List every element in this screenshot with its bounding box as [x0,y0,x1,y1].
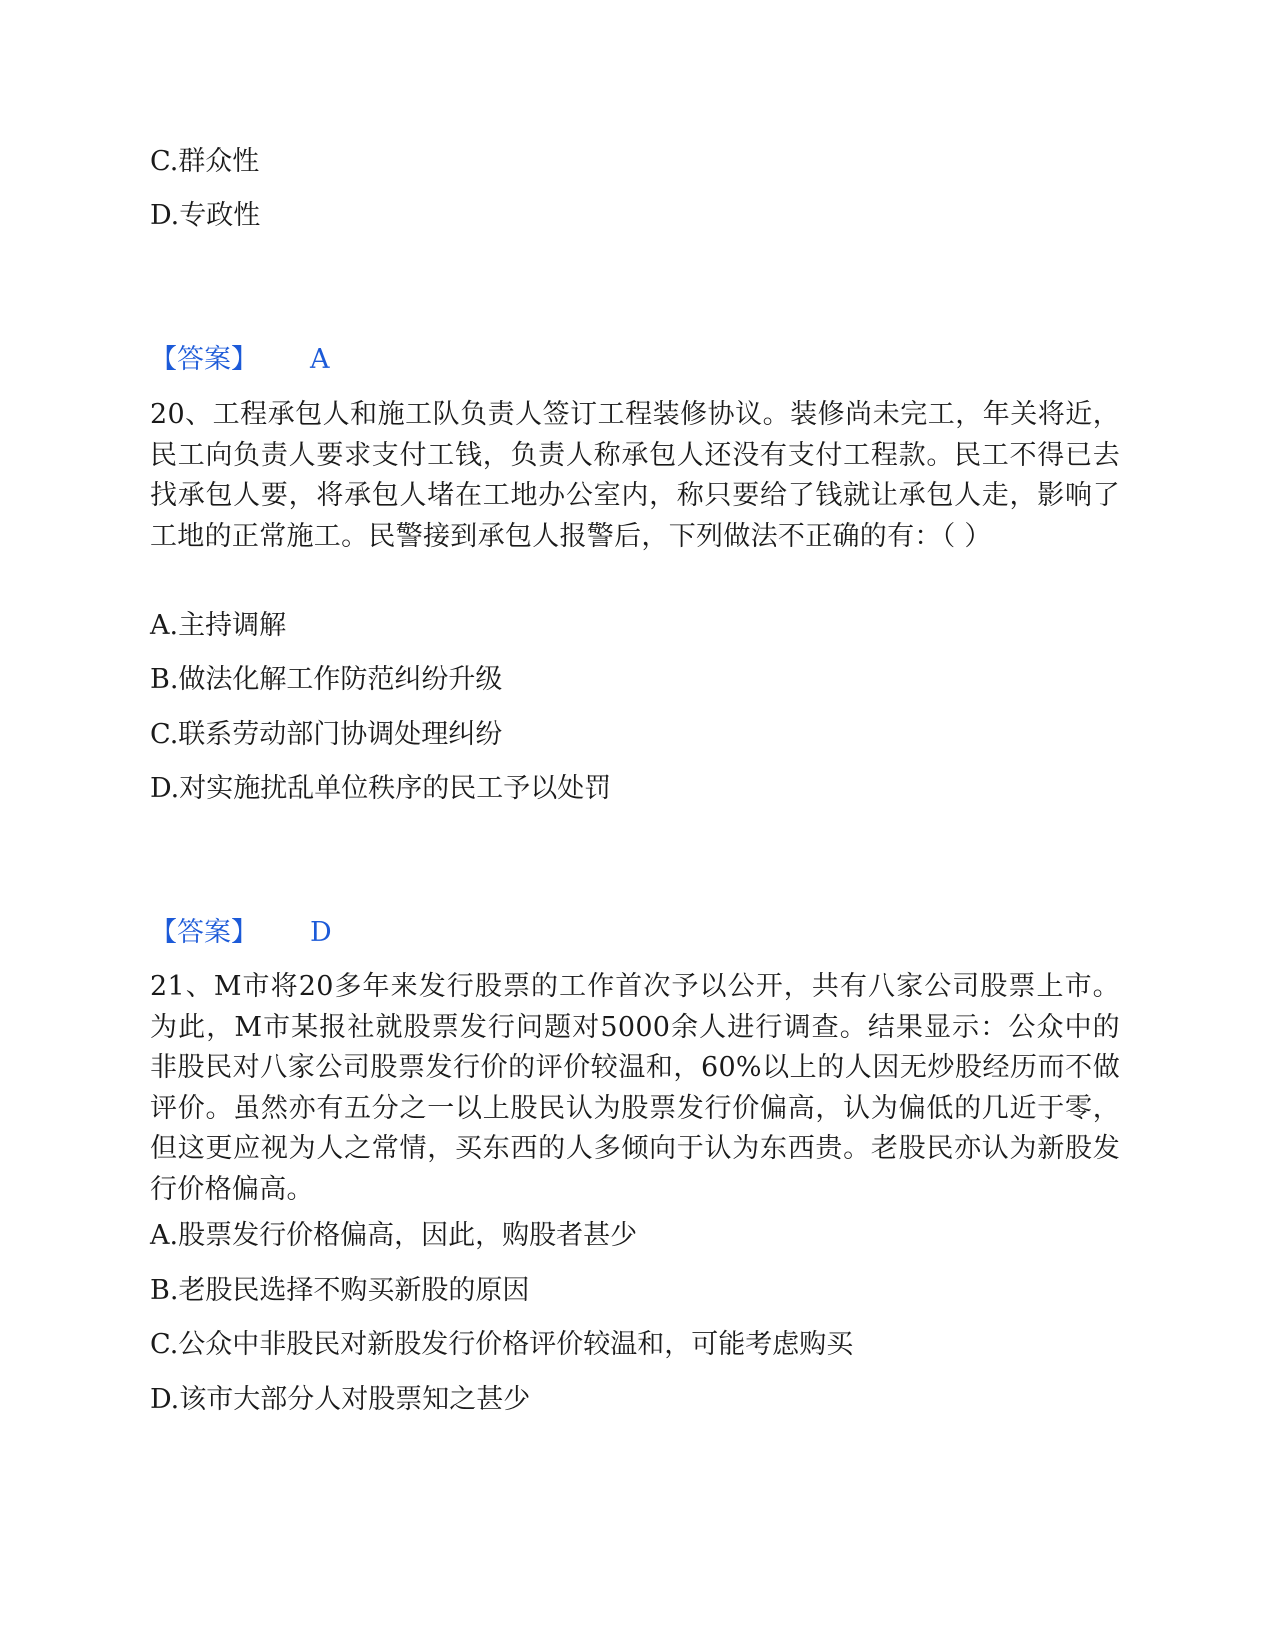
q21-question: 21、M市将20多年来发行股票的工作首次予以公开，共有八家公司股票上市。为此，M市某报社就股票发行问题对5000余人进行调查。结果显示：公众中的非股民对八家公司股票发行价的评价较温和，60%以上的人因无炒股经历而不做评价。虽然亦有五分之一以上股民认为股票发行价偏高，认为偏低的几近于零，但这更应视为人之常情，买东西的人多倾向于认为东西贵。老股民亦认为新股发行价格偏高。 [150,971,1120,1205]
q21-option-c: C.公众中非股民对新股发行价格评价较温和，可能考虑购买 [150,1329,854,1360]
q19-option-d: D.专政性 [150,200,261,231]
answer-value: D [310,917,332,948]
q20-question: 20、工程承包人和施工队负责人签订工程装修协议。装修尚未完工，年关将近，民工向负责人要求支付工钱，负责人称承包人还没有支付工程款。民工不得已去找承包人要，将承包人堵在工地办公室内，称只要给了钱就让承包人走，影响了工地的正常施工。民警接到承包人报警后，下列做法不正确的有：（ ） [150,399,1120,552]
q20-option-d: D.对实施扰乱单位秩序的民工予以处罚 [150,773,612,804]
q21-option-a: A.股票发行价格偏高，因此，购股者甚少 [150,1220,638,1251]
q19-option-c: C.群众性 [150,146,260,177]
q20-option-a: A.主持调解 [150,610,287,641]
answer-label: 【答案】 [150,344,258,375]
q20-option-c: C.联系劳动部门协调处理纠纷 [150,719,503,750]
q20-option-b: B.做法化解工作防范纠纷升级 [150,664,503,695]
answer-label: 【答案】 [150,917,258,948]
q21-option-b: B.老股民选择不购买新股的原因 [150,1275,530,1306]
q19-answer [150,340,330,380]
q21-option-d: D.该市大部分人对股票知之甚少 [150,1384,531,1415]
answer-value: A [310,344,330,375]
q20-answer [150,913,332,953]
